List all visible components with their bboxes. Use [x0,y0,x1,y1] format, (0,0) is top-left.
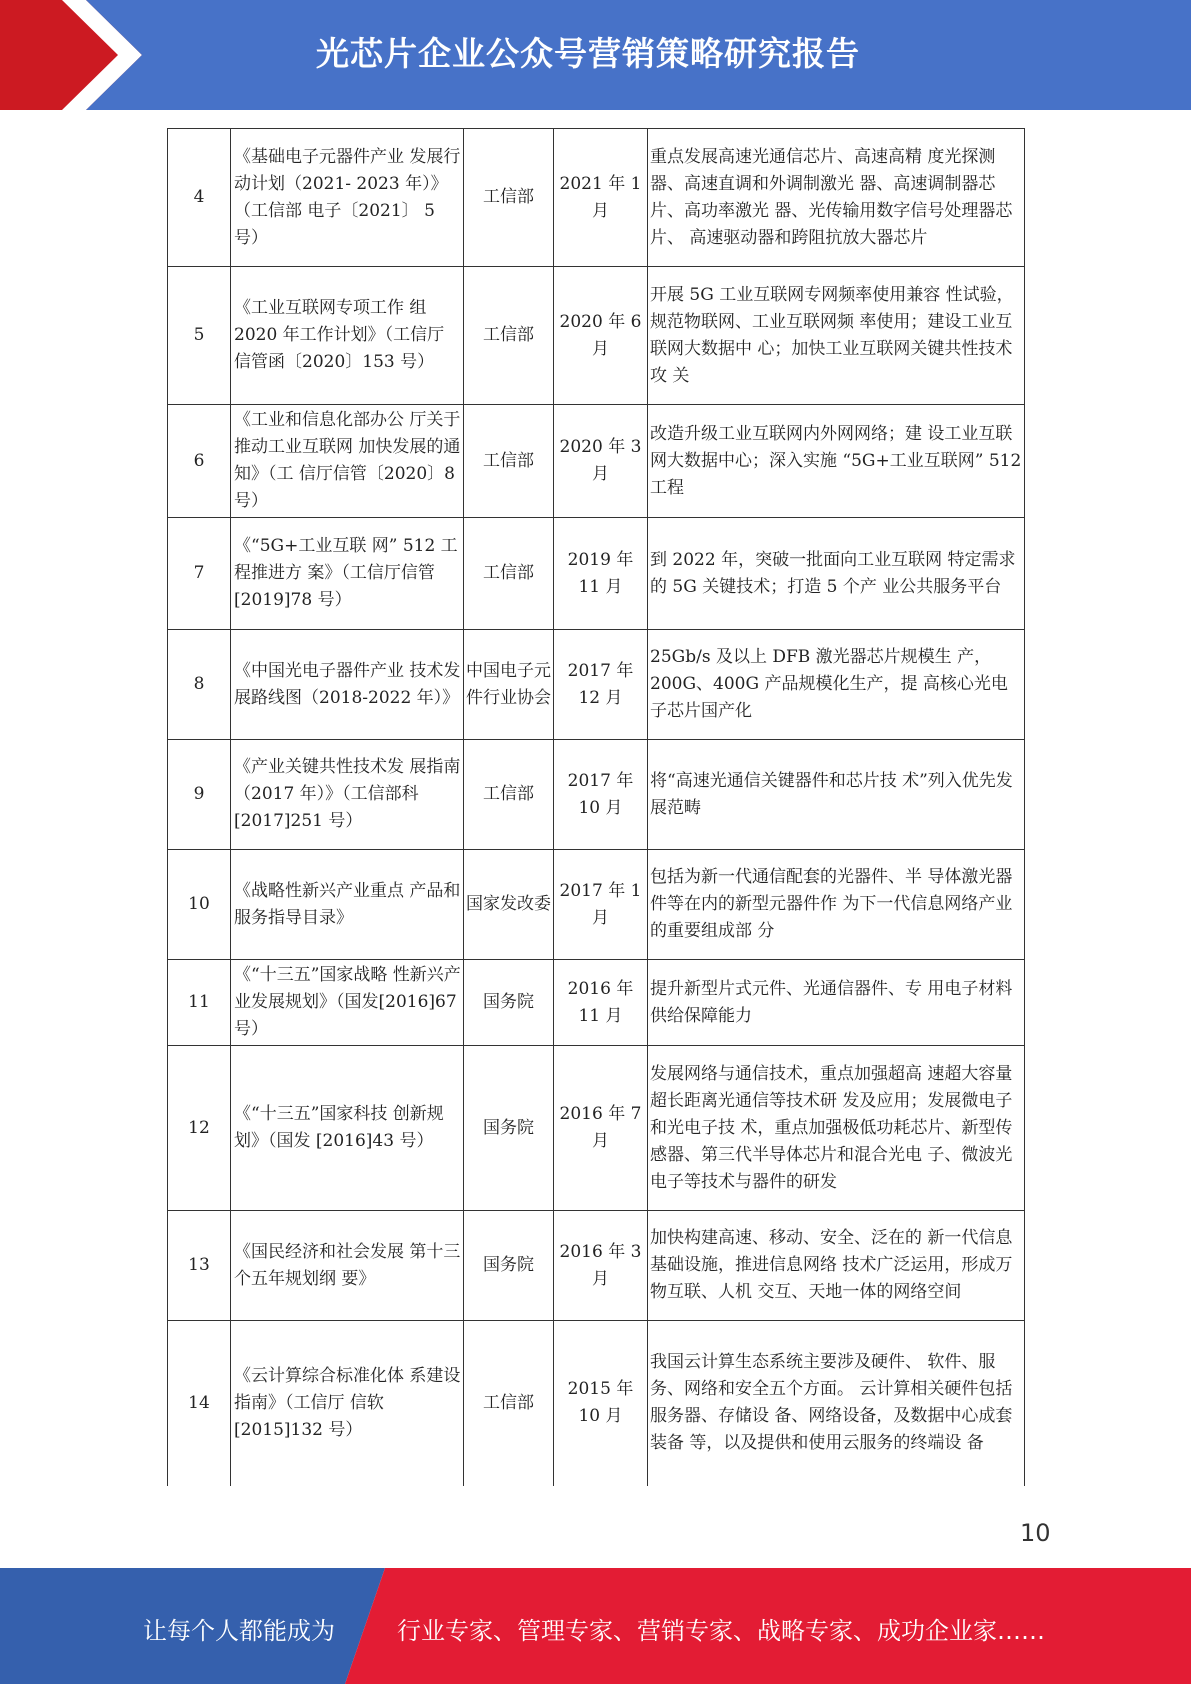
issue-date-cell: 2021 年 1 月 [554,129,648,267]
page-header [0,0,1191,110]
issue-date-cell: 2020 年 6 月 [554,267,648,405]
row-number-cell: 11 [168,960,231,1046]
issuing-body-cell: 国务院 [464,1046,554,1211]
table-row [168,630,1025,740]
key-content-cell: 包括为新一代通信配套的光器件、半 导体激光器件等在内的新型元器件作 为下一代信息网络产业的重要组成部 分 [648,850,1025,960]
row-number-cell: 14 [168,1321,231,1486]
key-content-cell: 开展 5G 工业互联网专网频率使用兼容 性试验，规范物联网、工业互联网频 率使用；建设工业互联网大数据中 心；加快工业互联网关键共性技术攻 关 [648,267,1025,405]
document-name-cell: 《“十三五”国家科技 创新规划》（国发 [2016]43 号） [231,1046,464,1211]
key-content-cell: 改造升级工业互联网内外网网络；建 设工业互联网大数据中心；深入实施 “5G+工业互联网” 512 工程 [648,405,1025,518]
document-name-cell: 《中国光电子器件产业 技术发展路线图（2018-2022 年）》 [231,630,464,740]
issuing-body-cell: 工信部 [464,1321,554,1486]
key-content-cell: 发展网络与通信技术，重点加强超高 速超大容量超长距离光通信等技术研 发及应用；发展微电子和光电子技 术，重点加强极低功耗芯片、新型传 感器、第三代半导体芯片和混合光电 子、微波光电子等技术与器件的研发 [648,1046,1025,1211]
issue-date-cell: 2017 年 1 月 [554,850,648,960]
table-row [168,518,1025,630]
issue-date-cell: 2016 年 7 月 [554,1046,648,1211]
table-row [168,740,1025,850]
page-footer [0,1568,1191,1684]
footer-slogan-right: 行业专家、管理专家、营销专家、战略专家、成功企业家…… [397,1617,1045,1645]
report-title: 光芯片企业公众号营销策略研究报告 [316,34,860,73]
footer-slogan-left: 让每个人都能成为 [143,1617,335,1645]
row-number-cell: 8 [168,630,231,740]
row-number-cell: 13 [168,1211,231,1321]
issue-date-cell: 2016 年 11 月 [554,960,648,1046]
key-content-cell: 将“高速光通信关键器件和芯片技 术”列入优先发展范畴 [648,740,1025,850]
issue-date-cell: 2015 年 10 月 [554,1321,648,1486]
key-content-cell: 加快构建高速、移动、安全、泛在的 新一代信息基础设施，推进信息网络 技术广泛运用，形成万物互联、人机 交互、天地一体的网络空间 [648,1211,1025,1321]
key-content-cell: 25Gb/s 及以上 DFB 激光器芯片规模生 产，200G、400G 产品规模化生产，提 高核心光电子芯片国产化 [648,630,1025,740]
document-name-cell: 《工业和信息化部办公 厅关于推动工业互联网 加快发展的通知》（工 信厅信管〔2020〕8 号） [231,405,464,518]
table-row [168,1211,1025,1321]
issuing-body-cell: 工信部 [464,740,554,850]
key-content-cell: 我国云计算生态系统主要涉及硬件、 软件、服务、网络和安全五个方面。 云计算相关硬件包括服务器、存储设 备、网络设备，及数据中心成套装备 等，以及提供和使用云服务的终端设 备 [648,1321,1025,1486]
issue-date-cell: 2016 年 3 月 [554,1211,648,1321]
row-number-cell: 9 [168,740,231,850]
issuing-body-cell: 工信部 [464,267,554,405]
key-content-cell: 提升新型片式元件、光通信器件、专 用电子材料供给保障能力 [648,960,1025,1046]
issue-date-cell: 2017 年 10 月 [554,740,648,850]
document-name-cell: 《工业互联网专项工作 组 2020 年工作计划》（工信厅信管函〔2020〕153 号） [231,267,464,405]
table-row [168,1321,1025,1486]
policy-table-body [168,129,1025,1486]
table-row [168,850,1025,960]
document-name-cell: 《国民经济和社会发展 第十三个五年规划纲 要》 [231,1211,464,1321]
document-name-cell: 《“十三五”国家战略 性新兴产业发展规划》（国发[2016]67 号） [231,960,464,1046]
header-red-arrow-decoration [0,0,160,110]
row-number-cell: 12 [168,1046,231,1211]
table-row [168,129,1025,267]
policy-table [167,128,1025,1486]
document-name-cell: 《产业关键共性技术发 展指南（2017 年）》（工信部科[2017]251 号） [231,740,464,850]
document-name-cell: 《基础电子元器件产业 发展行动计划（2021- 2023 年）》（工信部 电子〔2021〕 5 号） [231,129,464,267]
issuing-body-cell: 中国电子元件行业协会 [464,630,554,740]
key-content-cell: 到 2022 年，突破一批面向工业互联网 特定需求的 5G 关键技术；打造 5 个产 业公共服务平台 [648,518,1025,630]
document-name-cell: 《云计算综合标准化体 系建设指南》（工信厅 信软[2015]132 号） [231,1321,464,1486]
document-name-cell: 《“5G+工业互联 网” 512 工程推进方 案》（工信厅信管 [2019]78 号） [231,518,464,630]
key-content-cell: 重点发展高速光通信芯片、高速高精 度光探测器、高速直调和外调制激光 器、高速调制器芯片、高功率激光 器、光传输用数字信号处理器芯片、 高速驱动器和跨阻抗放大器芯片 [648,129,1025,267]
document-name-cell: 《战略性新兴产业重点 产品和服务指导目录》 [231,850,464,960]
row-number-cell: 5 [168,267,231,405]
issue-date-cell: 2020 年 3 月 [554,405,648,518]
issuing-body-cell: 工信部 [464,129,554,267]
row-number-cell: 7 [168,518,231,630]
row-number-cell: 10 [168,850,231,960]
issuing-body-cell: 国务院 [464,1211,554,1321]
table-row [168,267,1025,405]
issue-date-cell: 2017 年 12 月 [554,630,648,740]
issue-date-cell: 2019 年 11 月 [554,518,648,630]
issuing-body-cell: 国务院 [464,960,554,1046]
page-number: 10 [1020,1519,1051,1547]
issuing-body-cell: 工信部 [464,518,554,630]
row-number-cell: 6 [168,405,231,518]
table-row [168,1046,1025,1211]
issuing-body-cell: 工信部 [464,405,554,518]
table-row [168,405,1025,518]
table-row [168,960,1025,1046]
issuing-body-cell: 国家发改委 [464,850,554,960]
row-number-cell: 4 [168,129,231,267]
